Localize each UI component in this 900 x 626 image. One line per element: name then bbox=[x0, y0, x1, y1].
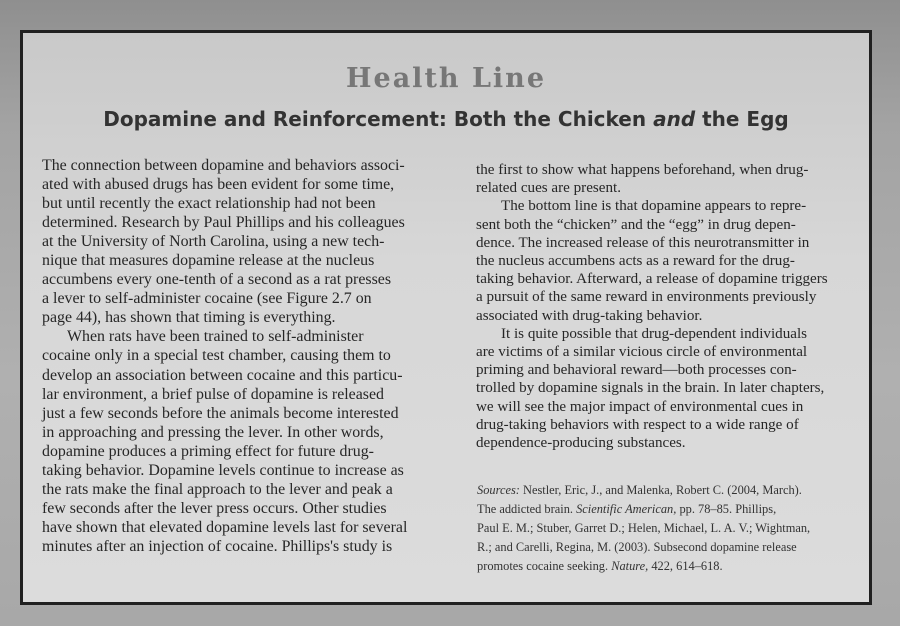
journal-name: Scientific American, bbox=[576, 502, 677, 516]
text-line: develop an association between cocaine and this particu- bbox=[42, 366, 403, 384]
sources-line bbox=[477, 557, 872, 576]
sources-text: Nestler, Eric, J., and Malenka, Robert C. (2004, March). bbox=[519, 483, 802, 497]
text-line: The bottom line is that dopamine appears to repre- bbox=[501, 198, 807, 215]
sources-text: 422, 614–618. bbox=[648, 559, 723, 573]
subtitle-emphasis: and bbox=[653, 107, 696, 131]
left-column bbox=[42, 156, 452, 556]
health-line-box bbox=[20, 30, 872, 605]
text-line: a lever to self-administer cocaine (see Figure 2.7 on bbox=[42, 290, 372, 308]
sources-line bbox=[477, 481, 872, 500]
text-line: nique that measures dopamine release at the nucleus bbox=[42, 252, 375, 270]
text-line: we will see the major impact of environmental cues in bbox=[476, 398, 804, 415]
text-line: page 44), has shown that timing is everything. bbox=[42, 309, 336, 327]
text-line: in approaching and pressing the lever. In other words, bbox=[42, 423, 384, 441]
subtitle-part-1: Dopamine and Reinforcement: Both the Chicken bbox=[103, 107, 654, 131]
sources-text: The addicted brain. bbox=[477, 502, 577, 516]
box-title: Health Line bbox=[346, 63, 546, 94]
text-line: cocaine only in a special test chamber, causing them to bbox=[42, 347, 391, 365]
text-line: the nucleus accumbens acts as a reward for the drug- bbox=[476, 253, 795, 270]
sources-block bbox=[477, 481, 872, 576]
sources-line: R.; and Carelli, Regina, M. (2003). Subsecond dopamine release bbox=[477, 540, 797, 554]
text-line: sent both the “chicken” and the “egg” in drug depen- bbox=[476, 216, 796, 233]
text-line: a pursuit of the same reward in environments previously bbox=[476, 289, 817, 306]
sources-line bbox=[477, 500, 872, 519]
text-line: minutes after an injection of cocaine. Phillips's study is bbox=[42, 537, 393, 555]
text-line: taking behavior. Afterward, a release of dopamine triggers bbox=[476, 271, 828, 288]
text-line: at the University of North Carolina, using a new tech- bbox=[42, 233, 385, 251]
subtitle-part-2: the Egg bbox=[695, 107, 789, 131]
sources-line: Paul E. M.; Stuber, Garret D.; Helen, Michael, L. A. V.; Wightman, bbox=[477, 521, 811, 535]
text-line: associated with drug-taking behavior. bbox=[476, 307, 703, 324]
box-subtitle bbox=[23, 107, 869, 131]
text-line: ated with abused drugs has been evident for some time, bbox=[42, 176, 395, 194]
text-line: lar environment, a brief pulse of dopamine is released bbox=[42, 385, 384, 403]
journal-name: Nature, bbox=[611, 559, 649, 573]
text-line: the first to show what happens beforehand, when drug- bbox=[476, 162, 809, 178]
text-line: have shown that elevated dopamine levels last for several bbox=[42, 518, 408, 536]
text-line: just a few seconds before the animals become interested bbox=[42, 404, 399, 422]
sources-text: pp. 78–85. Phillips, bbox=[676, 502, 777, 516]
text-line: trolled by dopamine signals in the brain. In later chapters, bbox=[476, 380, 825, 397]
text-line: accumbens every one-tenth of a second as a rat presses bbox=[42, 271, 392, 289]
text-line: It is quite possible that drug-dependent individuals bbox=[501, 325, 808, 342]
text-line: few seconds after the lever press occurs. Other studies bbox=[42, 499, 387, 517]
text-line: When rats have been trained to self-administer bbox=[67, 328, 364, 346]
text-line: the rats make the final approach to the lever and peak a bbox=[42, 480, 393, 498]
right-column bbox=[476, 161, 861, 452]
text-line: The connection between dopamine and behaviors associ- bbox=[42, 157, 405, 174]
text-line: related cues are present. bbox=[476, 180, 621, 197]
text-line: dependence-producing substances. bbox=[476, 435, 686, 452]
sources-label: Sources: bbox=[477, 483, 520, 497]
text-line: are victims of a similar vicious circle of environmental bbox=[476, 344, 808, 361]
text-line: taking behavior. Dopamine levels continue to increase as bbox=[42, 461, 404, 479]
text-line: but until recently the exact relationship had not been bbox=[42, 195, 376, 213]
text-line: drug-taking behaviors with respect to a wide range of bbox=[476, 416, 799, 433]
sources-text: promotes cocaine seeking. bbox=[477, 559, 612, 573]
text-line: determined. Research by Paul Phillips and his colleagues bbox=[42, 214, 405, 232]
text-line: dence. The increased release of this neurotransmitter in bbox=[476, 234, 810, 251]
text-line: priming and behavioral reward—both processes con- bbox=[476, 362, 797, 379]
text-line: dopamine produces a priming effect for future drug- bbox=[42, 442, 374, 460]
